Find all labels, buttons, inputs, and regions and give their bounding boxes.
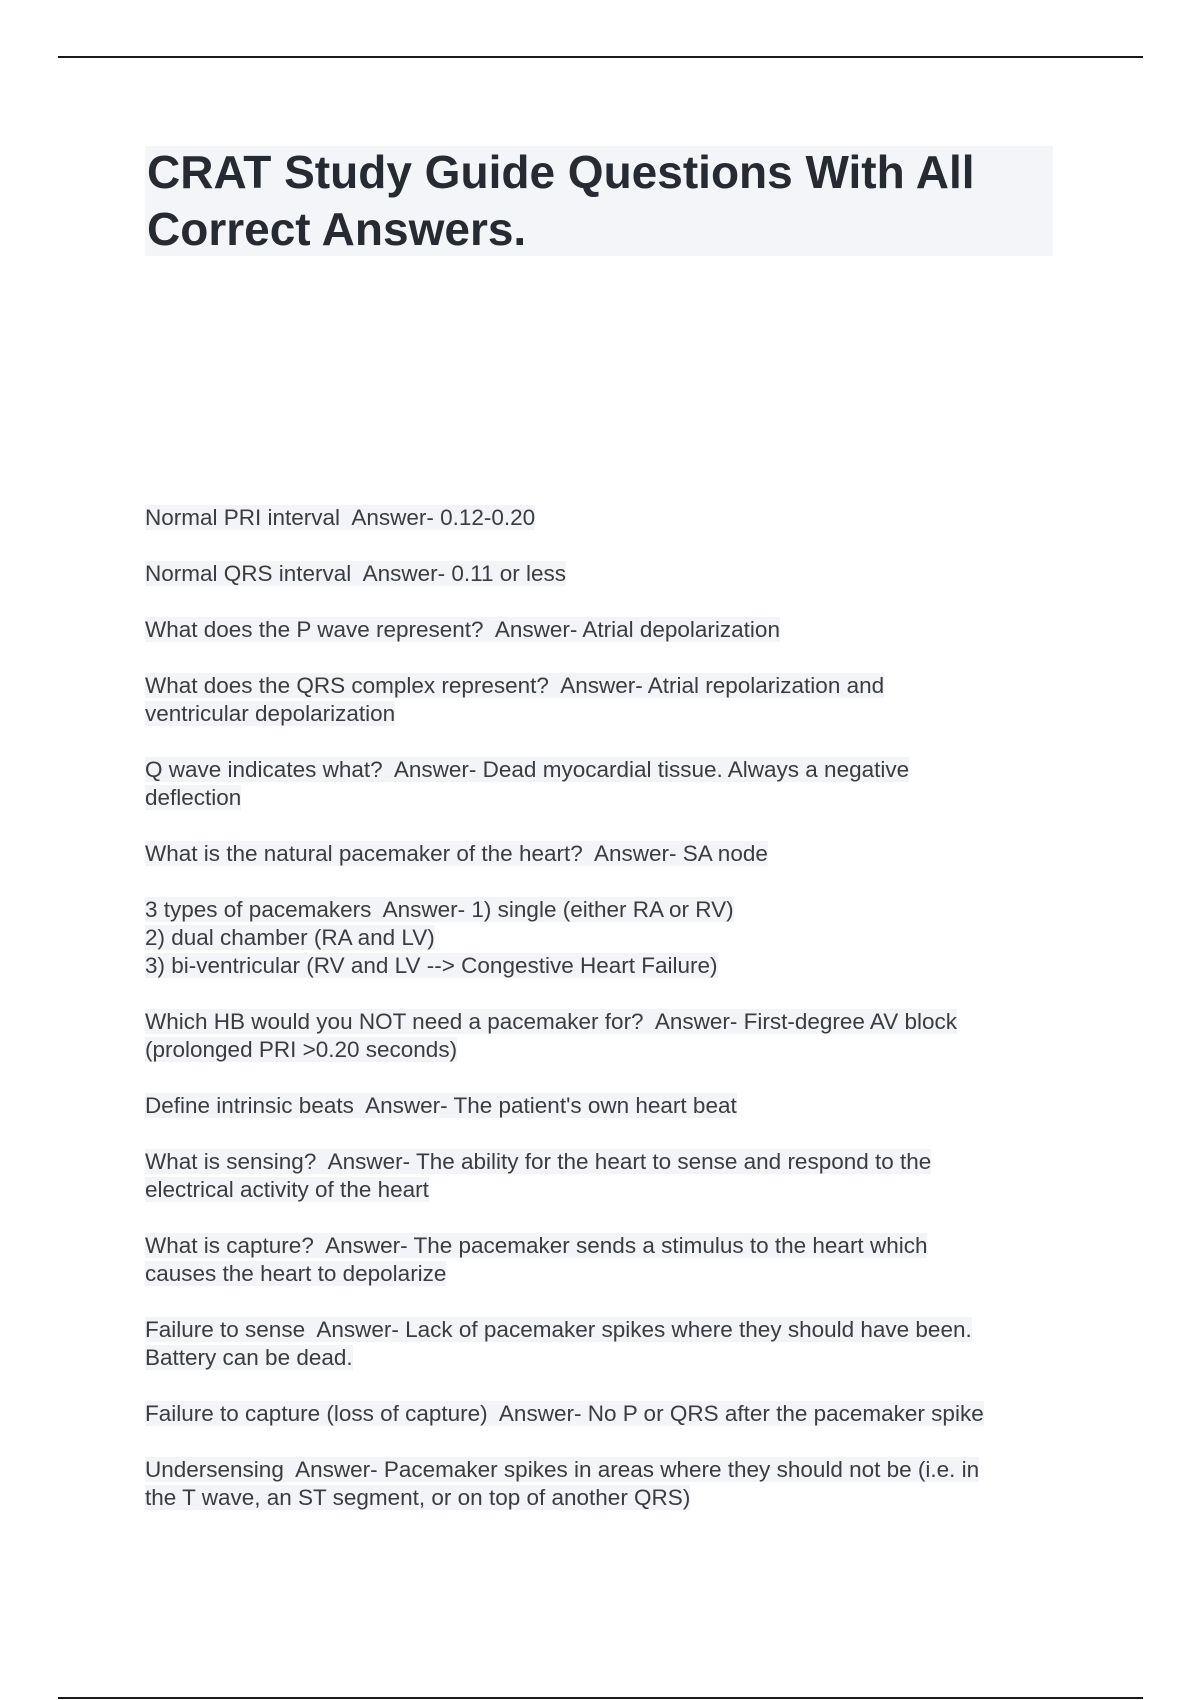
qa-answer: Answer- The pacemaker sends a stimulus to the heart which causes the heart to depolarize <box>145 1233 928 1286</box>
qa-question: Define intrinsic beats <box>145 1093 354 1118</box>
top-divider <box>58 56 1143 58</box>
qa-question: What does the QRS complex represent? <box>145 673 549 698</box>
qa-question: Failure to sense <box>145 1317 306 1342</box>
qa-answer: Answer- First-degree AV block (prolonged PRI >0.20 seconds) <box>145 1009 958 1062</box>
qa-list <box>145 504 1075 1540</box>
qa-question: Which HB would you NOT need a pacemaker for? <box>145 1009 644 1034</box>
qa-question: What is sensing? <box>145 1149 317 1174</box>
qa-item <box>145 560 1075 588</box>
qa-question: What is capture? <box>145 1233 314 1258</box>
qa-item <box>145 616 1075 644</box>
qa-question: Normal PRI interval <box>145 505 341 530</box>
bottom-divider <box>58 1697 1143 1699</box>
qa-question: Q wave indicates what? <box>145 757 383 782</box>
qa-answer: Answer- Atrial depolarization <box>494 617 780 642</box>
qa-answer: Answer- Dead myocardial tissue. Always a negative deflection <box>145 757 910 810</box>
qa-answer: Answer- SA node <box>594 841 768 866</box>
qa-answer: Answer- Pacemaker spikes in areas where they should not be (i.e. in the T wave, an ST segment, or on top of another QRS) <box>145 1457 980 1510</box>
qa-answer: Answer- Lack of pacemaker spikes where they should have been. Battery can be dead. <box>145 1317 972 1370</box>
qa-question: Undersensing <box>145 1457 284 1482</box>
qa-answer: Answer- Atrial repolarization and ventricular depolarization <box>145 673 885 726</box>
qa-item <box>145 896 1075 980</box>
qa-item <box>145 1400 1075 1428</box>
qa-item <box>145 1008 1075 1064</box>
qa-item <box>145 1456 1075 1512</box>
qa-question: Normal QRS interval <box>145 561 352 586</box>
qa-item <box>145 1232 1075 1288</box>
qa-answer: Answer- 1) single (either RA or RV) 2) dual chamber (RA and LV) 3) bi-ventricular (RV and LV --> Congestive Heart Failure) <box>145 897 734 978</box>
qa-item <box>145 672 1075 728</box>
qa-item <box>145 1316 1075 1372</box>
qa-item <box>145 1148 1075 1204</box>
qa-answer: Answer- The ability for the heart to sense and respond to the electrical activity of the heart <box>145 1149 932 1202</box>
qa-item <box>145 1092 1075 1120</box>
qa-question: Failure to capture (loss of capture) <box>145 1401 488 1426</box>
qa-answer: Answer- The patient's own heart beat <box>365 1093 737 1118</box>
qa-question: 3 types of pacemakers <box>145 897 372 922</box>
page-title: CRAT Study Guide Questions With All Correct Answers. <box>147 146 975 255</box>
qa-item <box>145 840 1075 868</box>
title-block <box>145 146 1053 256</box>
qa-item <box>145 504 1075 532</box>
qa-question: What is the natural pacemaker of the heart? <box>145 841 583 866</box>
qa-item <box>145 756 1075 812</box>
qa-answer: Answer- No P or QRS after the pacemaker spike <box>498 1401 984 1426</box>
qa-question: What does the P wave represent? <box>145 617 484 642</box>
qa-answer: Answer- 0.12-0.20 <box>351 505 536 530</box>
qa-answer: Answer- 0.11 or less <box>362 561 566 586</box>
